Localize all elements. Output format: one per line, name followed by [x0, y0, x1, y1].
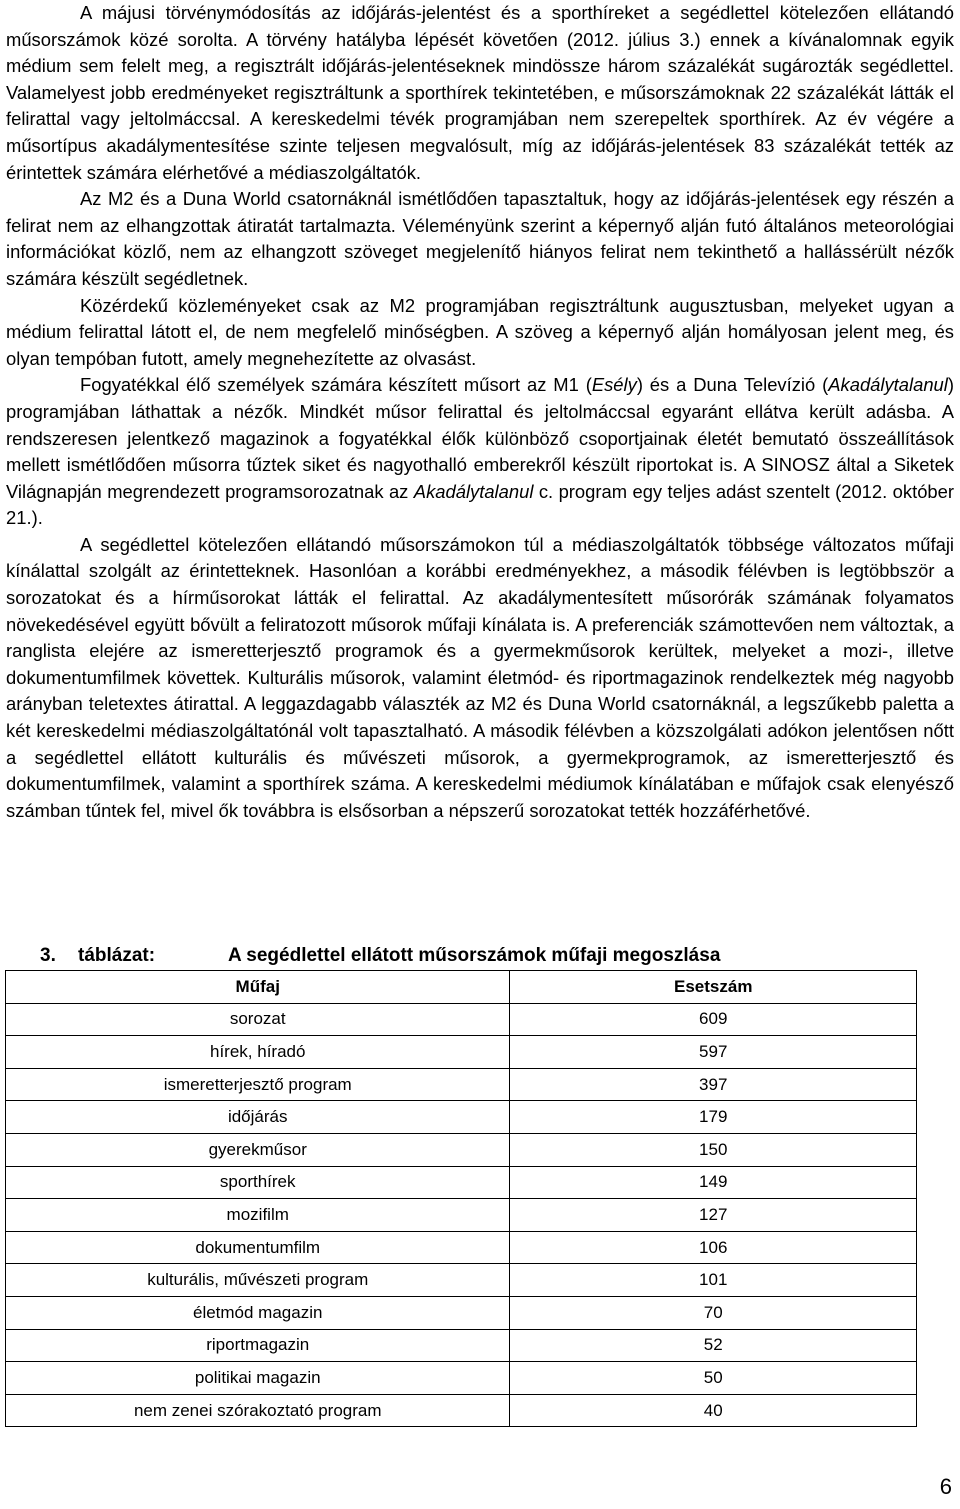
paragraph-2: Az M2 és a Duna World csatornáknál ismétlődően tapasztaltuk, hogy az időjárás-jelentések egy részén a felirat nem az elhangzottak átiratát tartalmazta. Véleményünk szerint a képernyő alján futó általános meteorológiai információkat közlő, nem az elhangzott szöveget megjelenítő hiányos felirat nem tekinthető a hallássérült nézők számára készült segédletnek.: [6, 188, 954, 289]
count-cell: 101: [510, 1264, 917, 1297]
table-row: [6, 1264, 917, 1297]
program-title-esely: Esély: [591, 374, 637, 396]
paragraph-1: A májusi törvénymódosítás az időjárás-jelentést és a sporthíreket a segédlettel kötelezően ellátandó műsorszámok közé sorolta. A törvény hatályba lépését követően (2012. július 3.) ennek a kívánalomnak egyik médium sem felelt meg, a regisztrált időjárás-jelentéseknek mindössze három százalékát sugározták segédlettel. Valamelyest jobb eredményeket regisztráltunk a sporthírek tekintetében, e műsorszámoknak 22 százalékát látták el felirattal vagy jeltolmáccsal. A kereskedelmi tévék programjában nem szerepeltek sporthírek. Az év végére a műsortípus akadálymentesítése szinte teljesen megvalósult, míg az időjárás-jelentések 83 százalékát tették az érintettek számára elérhetővé a médiaszolgáltatók.: [6, 2, 954, 183]
count-cell: 50: [510, 1362, 917, 1395]
paragraph-5: A segédlettel kötelezően ellátandó műsorszámokon túl a médiaszolgáltatók többsége változatos műfaji kínálattal szolgált az érintetteknek. Hasonlóan a korábbi eredményekhez, a második félévben is legtöbbször a sorozatokat és a hírműsorokat látták el felirattal. Az akadálymentesített műsorórák számának folyamatos növekedésével együtt bővült a feliratozott műsorok műfaji kínálata is. A preferenciák számottevően nem változtak, a ranglista elejére az ismeretterjesztő programok és a gyermekműsorok kerültek, melyeket a mozi-, illetve dokumentumfilmek követtek. Kulturális műsorok, valamint életmód- és riportmagazinok rendelkeztek még nagyobb arányban teletextes átirattal. A leggazdagabb választék az M2 és Duna World csatornáknál, a legszűkebb paletta a két kereskedelmi médiaszolgáltatónál volt tapasztalható. A második félévben a közszolgálati adókon jelentősen nőtt a segédlettel ellátott kulturális és művészeti műsorok, a gyermekprogramok, az ismeretterjesztő és dokumentumfilmek, valamint a sporthírek száma. A kereskedelmi médiumok kínálatában e műfajok csak elenyésző számban tűntek fel, mivel ők továbbra is elsősorban a népszerű sorozatokat tették hozzáférhetővé.: [6, 533, 954, 821]
table-row: [6, 1199, 917, 1232]
header-count: Esetszám: [510, 971, 917, 1004]
table-row: [6, 1101, 917, 1134]
genre-cell: hírek, híradó: [6, 1036, 510, 1069]
count-cell: 52: [510, 1329, 917, 1362]
count-cell: 70: [510, 1296, 917, 1329]
program-title-akadalytalanul: Akadálytalanul: [828, 374, 948, 396]
genre-cell: nem zenei szórakoztató program: [6, 1394, 510, 1427]
count-cell: 609: [510, 1003, 917, 1036]
table-row: [6, 1231, 917, 1264]
paragraph-4-part-3: ) programjában láthattak a nézők. Mindkét műsor felirattal és jeltolmáccsal egyaránt ellátva került adásba. A rendszeresen jelentkező magazinok a fogyatékkal élők különböző csoportjainak életét bemutató összeállítások mellett ismétlődően műsorra tűztek siket és nagyothalló emberekről készült riportokat is. A SINOSZ által a Siketek Világnapján megrendezett programsorozatnak az: [6, 374, 954, 502]
count-cell: 179: [510, 1101, 917, 1134]
genre-cell: ismeretterjesztő program: [6, 1068, 510, 1101]
paragraph-4-part-4: c. program egy teljes adást szentelt (2012. október 21.).: [6, 480, 955, 529]
count-cell: 106: [510, 1231, 917, 1264]
genre-cell: sporthírek: [6, 1166, 510, 1199]
program-title-akadalytalanul-2: Akadálytalanul: [413, 480, 534, 502]
count-cell: 397: [510, 1068, 917, 1101]
genre-cell: dokumentumfilm: [6, 1231, 510, 1264]
genre-cell: életmód magazin: [6, 1296, 510, 1329]
table-row: [6, 1362, 917, 1395]
header-genre: Műfaj: [6, 971, 510, 1004]
count-cell: 149: [510, 1166, 917, 1199]
paragraph-3: Közérdekű közleményeket csak az M2 programjában regisztráltunk augusztusban, melyeket ugyan a médium felirattal látott el, de nem megfelelő minőségben. A szöveg a képernyő alján homályosan jelent meg, és olyan tempóban futott, amely megnehezítette az olvasást.: [6, 294, 954, 369]
table-caption: [40, 943, 940, 969]
count-cell: 127: [510, 1199, 917, 1232]
genre-cell: riportmagazin: [6, 1329, 510, 1362]
body-text: [6, 0, 954, 824]
table-row: [6, 1329, 917, 1362]
table-label: táblázat:: [78, 945, 156, 966]
count-cell: 597: [510, 1036, 917, 1069]
table-row: [6, 1133, 917, 1166]
genre-cell: sorozat: [6, 1003, 510, 1036]
count-cell: 150: [510, 1133, 917, 1166]
table-row: [6, 1003, 917, 1036]
genre-table: [5, 970, 917, 1427]
table-row: [6, 1394, 917, 1427]
paragraph-4-part-2: ) és a Duna Televízió (: [636, 374, 829, 396]
table-row: [6, 1166, 917, 1199]
table-title: A segédlettel ellátott műsorszámok műfaji megoszlása: [228, 945, 721, 966]
table-number: 3.: [40, 945, 56, 966]
table-row: [6, 1296, 917, 1329]
paragraph-4-part-1: Fogyatékkal élő személyek számára készített műsort az M1 (: [80, 374, 592, 396]
genre-cell: politikai magazin: [6, 1362, 510, 1395]
table-header-row: [6, 971, 917, 1004]
count-cell: 40: [510, 1394, 917, 1427]
genre-cell: időjárás: [6, 1101, 510, 1134]
table-row: [6, 1068, 917, 1101]
table-body: [6, 1003, 917, 1427]
genre-cell: gyerekműsor: [6, 1133, 510, 1166]
paragraph-4: [6, 372, 954, 532]
table-row: [6, 1036, 917, 1069]
genre-cell: kulturális, művészeti program: [6, 1264, 510, 1297]
page-number: 6: [939, 1474, 952, 1499]
genre-cell: mozifilm: [6, 1199, 510, 1232]
